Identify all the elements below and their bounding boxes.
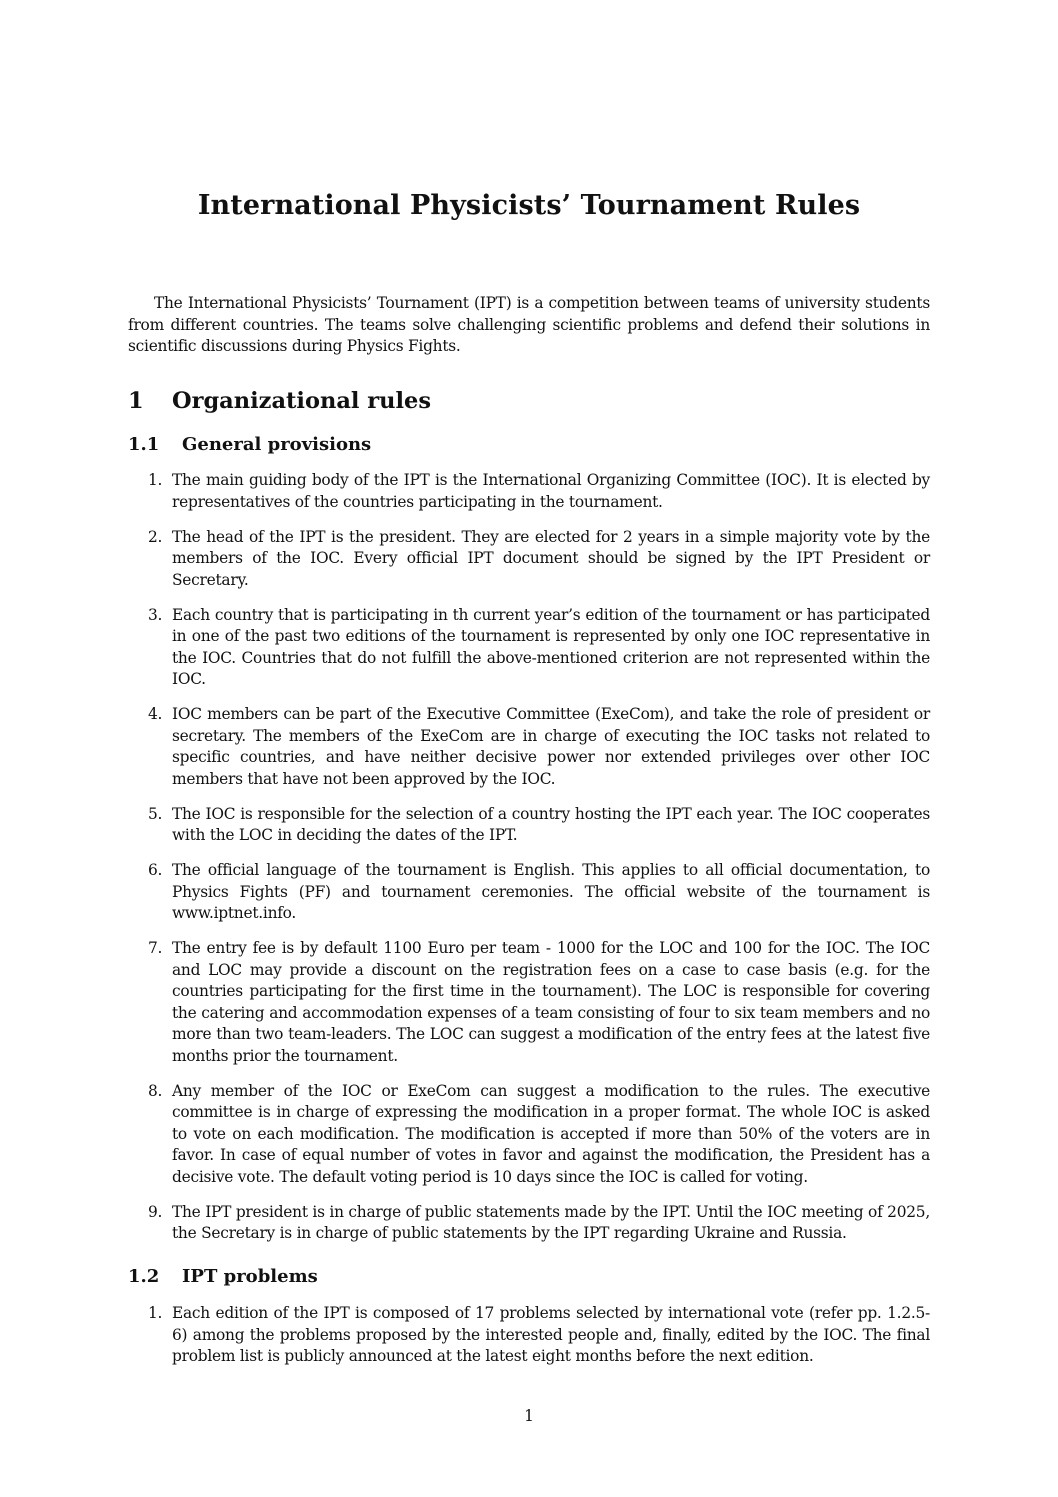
- ipt-problems-list: [128, 1303, 930, 1381]
- general-provisions-list: [128, 470, 930, 1258]
- item-number: 9.: [148, 1202, 163, 1221]
- list-item: [128, 938, 930, 1067]
- item-text: IOC members can be part of the Executive Committee (ExeCom), and take the role of president or secretary. The members of the ExeCom are in charge of executing the IOC tasks not related to specific countries, and have neither decisive power nor extended privileges over other IOC members that have not been approved by the IOC.: [172, 705, 930, 788]
- subsection-heading-general-provisions: [128, 434, 371, 455]
- page-number: 1: [524, 1407, 534, 1425]
- item-text: The head of the IPT is the president. They are elected for 2 years in a simple majority vote by the members of the IOC. Every official IPT document should be signed by the IPT President or Secretary.: [172, 527, 930, 589]
- item-text: The IOC is responsible for the selection of a country hosting the IPT each year. The IOC cooperates with the LOC in deciding the dates of the IPT.: [172, 804, 930, 844]
- subsection-title: General provisions: [182, 434, 372, 455]
- document-title: International Physicists’ Tournament Rules: [197, 190, 861, 221]
- item-text: Each edition of the IPT is composed of 17 problems selected by international vote (refer pp. 1.2.5-6) among the problems proposed by the interested people and, finally, edited by the IOC. The final problem list is publicly announced at the latest eight months before the next edition.: [172, 1304, 930, 1365]
- list-item: [128, 804, 930, 847]
- item-text: The IPT president is in charge of public statements made by the IPT. Until the IOC meeting of 2025, the Secretary is in charge of public statements by the IPT regarding Ukraine and Russia.: [172, 1202, 930, 1242]
- item-text: The entry fee is by default 1100 Euro per team - 1000 for the LOC and 100 for the IOC. The IOC and LOC may provide a discount on the registration fees on a case to case basis (e.g. for the countries participating for the first time in the tournament). The LOC is responsible for covering the catering and accommodation expenses of a team consisting of four to six team members and no more than two team-leaders. The LOC can suggest a modification of the entry fees at the latest five months prior the tournament.: [172, 939, 930, 1065]
- list-item: [128, 470, 930, 513]
- subsection-heading-ipt-problems: [128, 1266, 318, 1287]
- section-heading-organizational-rules: [128, 388, 431, 414]
- item-text: The main guiding body of the IPT is the International Organizing Committee (IOC). It is elected by representatives of the countries participating in the tournament.: [172, 471, 930, 511]
- item-number: 1.: [148, 471, 163, 489]
- item-text: Each country that is participating in th current year’s edition of the tournament or has participated in one of the past two editions of the tournament is represented by only one IOC representative in the IOC. Countries that do not fulfill the above-mentioned criterion are not represented within the IOC.: [172, 605, 930, 688]
- subsection-title: IPT problems: [182, 1266, 318, 1287]
- section-title: Organizational rules: [172, 388, 432, 414]
- list-item: [128, 1303, 930, 1368]
- list-item: [128, 860, 930, 925]
- section-number: 1: [128, 388, 144, 414]
- list-item: [128, 704, 930, 790]
- item-number: 7.: [148, 939, 163, 957]
- subsection-number: 1.1: [128, 434, 160, 455]
- item-number: 1.: [148, 1304, 163, 1322]
- item-number: 6.: [148, 861, 163, 879]
- list-item: [128, 605, 930, 691]
- item-number: 8.: [148, 1081, 163, 1100]
- intro-paragraph: The International Physicists’ Tournament (IPT) is a competition between teams of university students from different countries. The teams solve challenging scientific problems and defend their solutions in scientific discussions during Physics Fights.: [128, 294, 930, 355]
- item-number: 2.: [148, 527, 163, 546]
- item-number: 5.: [148, 804, 163, 823]
- list-item: [128, 527, 930, 592]
- subsection-number: 1.2: [128, 1266, 160, 1287]
- list-item: [128, 1081, 930, 1189]
- item-number: 3.: [148, 605, 163, 624]
- item-text: Any member of the IOC or ExeCom can suggest a modification to the rules. The executive committee is in charge of expressing the modification in a proper format. The whole IOC is asked to vote on each modification. The modification is accepted if more than 50% of the voters are in favor. In case of equal number of votes in favor and against the modification, the President has a decisive vote. The default voting period is 10 days since the IOC is called for voting.: [172, 1081, 930, 1186]
- item-number: 4.: [148, 705, 163, 723]
- list-item: [128, 1202, 930, 1245]
- item-text: The official language of the tournament is English. This applies to all official documentation, to Physics Fights (PF) and tournament ceremonies. The official website of the tournament is www.iptnet.info.: [172, 861, 930, 922]
